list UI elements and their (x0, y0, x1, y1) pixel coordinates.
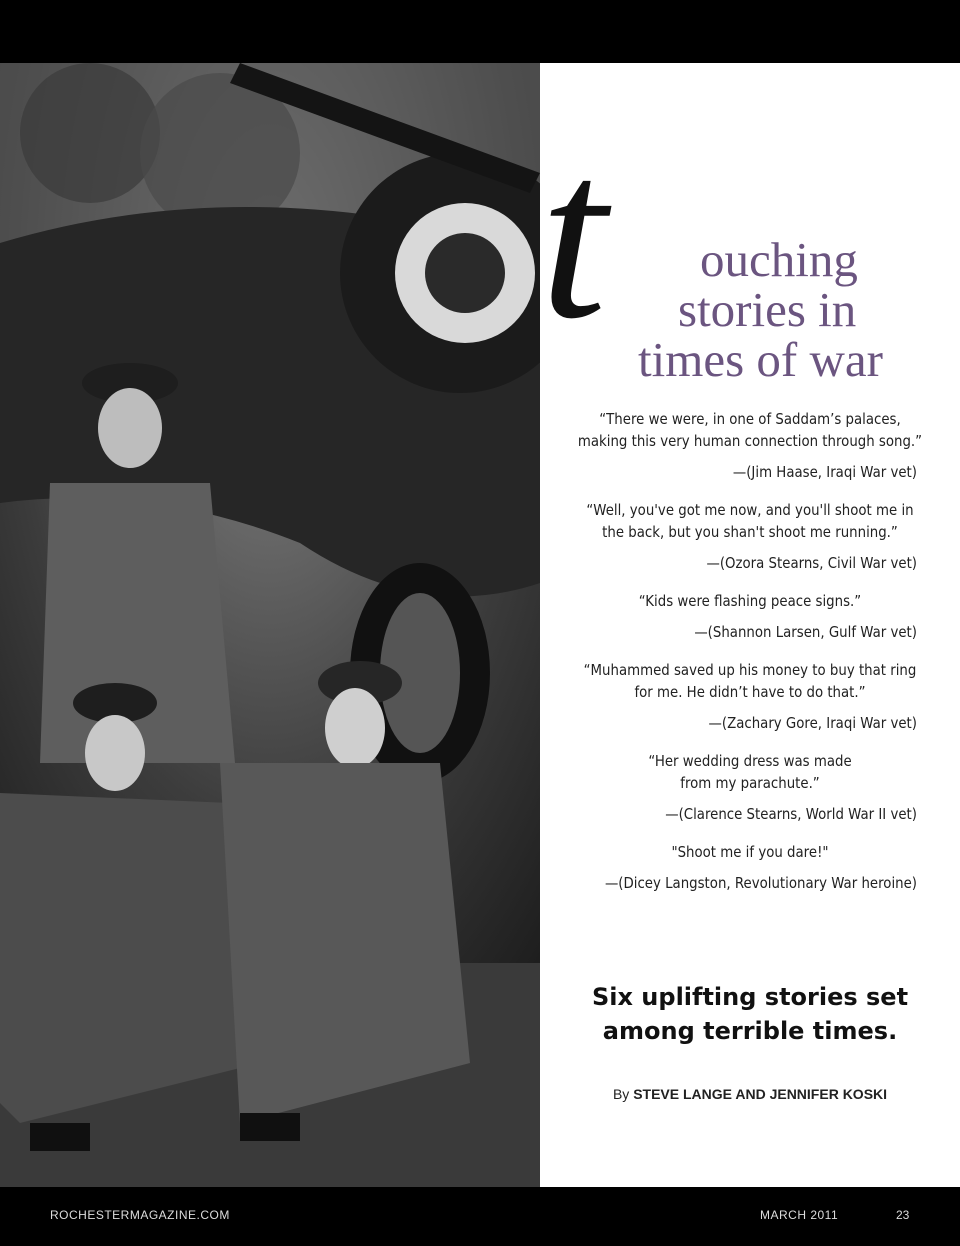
vintage-airmen-photo (0, 63, 540, 1187)
page-footer (0, 1187, 960, 1246)
article-intro-panel (540, 63, 960, 1187)
drop-cap-letter: t (540, 102, 603, 368)
quote-text: “Kids were flashing peace signs.” (638, 592, 862, 610)
quote-text: “Muhammed saved up his money to buy that ring for me. He didn’t have to do that.” (583, 661, 917, 701)
top-black-bar (0, 0, 960, 63)
byline-authors: STEVE LANGE AND JENNIFER KOSKI (633, 1086, 888, 1102)
deck-subtitle: Six uplifting stories set among terrible times. (591, 983, 909, 1045)
footer-site: ROCHESTERMAGAZINE.COM (50, 1208, 230, 1222)
title-line-3: times of war (638, 332, 883, 387)
quote-text: “Her wedding dress was made from my parachute.” (648, 752, 852, 792)
quote-attribution: —(Ozora Stearns, Civil War vet) (706, 554, 917, 572)
title-line-2: stories in (678, 282, 857, 337)
footer-date: MARCH 2011 (760, 1208, 839, 1222)
quote-attribution: —(Zachary Gore, Iraqi War vet) (708, 714, 917, 732)
quote-text: “There we were, in one of Saddam’s palaces, making this very human connection through song.” (577, 410, 923, 450)
title-line-1: ouching (700, 232, 858, 287)
quote-attribution: —(Jim Haase, Iraqi War vet) (732, 463, 917, 481)
quote-text: "Shoot me if you dare!" (671, 843, 829, 861)
quote-attribution: —(Clarence Stearns, World War II vet) (665, 805, 917, 823)
page-number: 23 (896, 1208, 910, 1222)
byline (540, 1086, 960, 1102)
quote-attribution: —(Shannon Larsen, Gulf War vet) (694, 623, 917, 641)
quotes-list (540, 408, 960, 894)
byline-prefix: By (612, 1086, 630, 1102)
quote-attribution: —(Dicey Langston, Revolutionary War heroine) (604, 874, 917, 892)
quote-text: “Well, you've got me now, and you'll shoot me in the back, but you shan't shoot me running.” (586, 501, 914, 541)
